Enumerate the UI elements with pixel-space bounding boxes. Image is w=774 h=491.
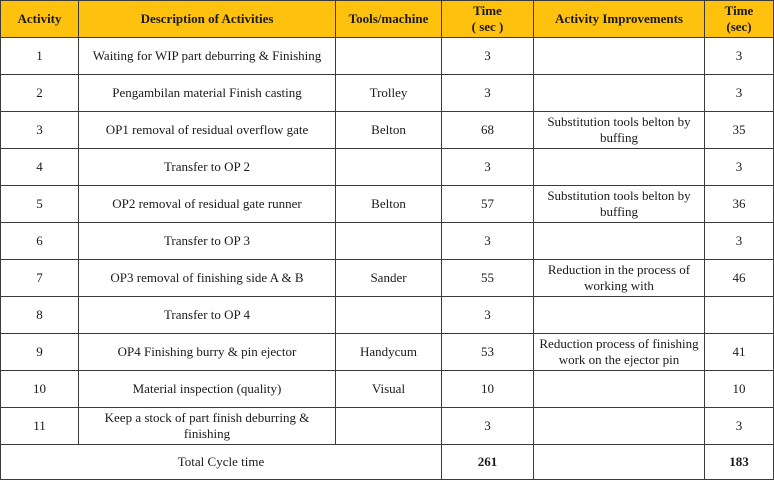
header-time-improved-line1: Time — [724, 3, 754, 18]
cell-description: Keep a stock of part finish deburring & finishing — [79, 408, 336, 445]
cell-description: Transfer to OP 2 — [79, 149, 336, 186]
cell-time: 68 — [442, 112, 534, 149]
cell-activity: 1 — [1, 38, 79, 75]
cell-activity: 11 — [1, 408, 79, 445]
cell-time: 3 — [442, 75, 534, 112]
cell-improvement — [534, 149, 705, 186]
cell-time-improved: 3 — [705, 75, 774, 112]
total-label: Total Cycle time — [1, 445, 442, 480]
total-time: 261 — [442, 445, 534, 480]
cell-time: 3 — [442, 38, 534, 75]
header-tools: Tools/machine — [336, 1, 442, 38]
table-row — [1, 297, 774, 334]
cell-time-improved: 3 — [705, 149, 774, 186]
cell-time: 53 — [442, 334, 534, 371]
cell-activity: 10 — [1, 371, 79, 408]
total-improvement-empty — [534, 445, 705, 480]
cell-improvement: Substitution tools belton by buffing — [534, 112, 705, 149]
header-time-line1: Time — [473, 3, 502, 18]
cell-time: 3 — [442, 408, 534, 445]
cell-improvement — [534, 38, 705, 75]
cell-description: OP2 removal of residual gate runner — [79, 186, 336, 223]
header-time-line2: ( sec ) — [471, 19, 504, 34]
cell-description: Material inspection (quality) — [79, 371, 336, 408]
table-row — [1, 223, 774, 260]
cell-improvement: Reduction process of finishing work on the ejector pin — [534, 334, 705, 371]
cell-time-improved: 3 — [705, 408, 774, 445]
cell-description: Transfer to OP 3 — [79, 223, 336, 260]
table-row — [1, 371, 774, 408]
cell-improvement — [534, 223, 705, 260]
cell-tools — [336, 223, 442, 260]
header-activity: Activity — [1, 1, 79, 38]
cell-improvement — [534, 371, 705, 408]
cell-activity: 7 — [1, 260, 79, 297]
cell-description: Waiting for WIP part deburring & Finishing — [79, 38, 336, 75]
cell-tools: Belton — [336, 112, 442, 149]
cell-improvement — [534, 408, 705, 445]
table-row — [1, 112, 774, 149]
cell-tools: Visual — [336, 371, 442, 408]
table-row — [1, 408, 774, 445]
cell-time: 10 — [442, 371, 534, 408]
cell-improvement — [534, 297, 705, 334]
table-row — [1, 260, 774, 297]
cell-activity: 2 — [1, 75, 79, 112]
cell-improvement — [534, 75, 705, 112]
header-description: Description of Activities — [79, 1, 336, 38]
cell-activity: 3 — [1, 112, 79, 149]
header-improvements: Activity Improvements — [534, 1, 705, 38]
table-row — [1, 186, 774, 223]
cell-time: 57 — [442, 186, 534, 223]
table-row — [1, 149, 774, 186]
cell-time: 3 — [442, 149, 534, 186]
cell-description: Pengambilan material Finish casting — [79, 75, 336, 112]
cell-time-improved: 3 — [705, 223, 774, 260]
header-time-improved-line2: (sec) — [726, 19, 752, 34]
header-row — [1, 1, 774, 38]
cell-tools: Sander — [336, 260, 442, 297]
table-row — [1, 334, 774, 371]
cell-tools: Handycum — [336, 334, 442, 371]
cell-time-improved: 35 — [705, 112, 774, 149]
cell-improvement: Substitution tools belton by buffing — [534, 186, 705, 223]
cell-tools: Trolley — [336, 75, 442, 112]
cell-activity: 5 — [1, 186, 79, 223]
cell-tools — [336, 408, 442, 445]
cell-time-improved — [705, 297, 774, 334]
cell-time: 3 — [442, 297, 534, 334]
table-row — [1, 38, 774, 75]
table-body — [1, 38, 774, 445]
header-time-improved — [705, 1, 774, 38]
cell-activity: 4 — [1, 149, 79, 186]
cell-description: OP1 removal of residual overflow gate — [79, 112, 336, 149]
cell-description: Transfer to OP 4 — [79, 297, 336, 334]
cell-time-improved: 10 — [705, 371, 774, 408]
cell-time-improved: 46 — [705, 260, 774, 297]
cell-description: OP4 Finishing burry & pin ejector — [79, 334, 336, 371]
cell-time-improved: 36 — [705, 186, 774, 223]
cell-time: 3 — [442, 223, 534, 260]
table-row — [1, 75, 774, 112]
cell-description: OP3 removal of finishing side A & B — [79, 260, 336, 297]
cell-tools — [336, 149, 442, 186]
cell-time-improved: 41 — [705, 334, 774, 371]
cell-tools — [336, 297, 442, 334]
cell-tools — [336, 38, 442, 75]
cell-activity: 9 — [1, 334, 79, 371]
cell-activity: 8 — [1, 297, 79, 334]
header-time — [442, 1, 534, 38]
cell-improvement: Reduction in the process of working with — [534, 260, 705, 297]
cell-time: 55 — [442, 260, 534, 297]
cell-activity: 6 — [1, 223, 79, 260]
cell-tools: Belton — [336, 186, 442, 223]
total-row — [1, 445, 774, 480]
cell-time-improved: 3 — [705, 38, 774, 75]
total-time-improved: 183 — [705, 445, 774, 480]
